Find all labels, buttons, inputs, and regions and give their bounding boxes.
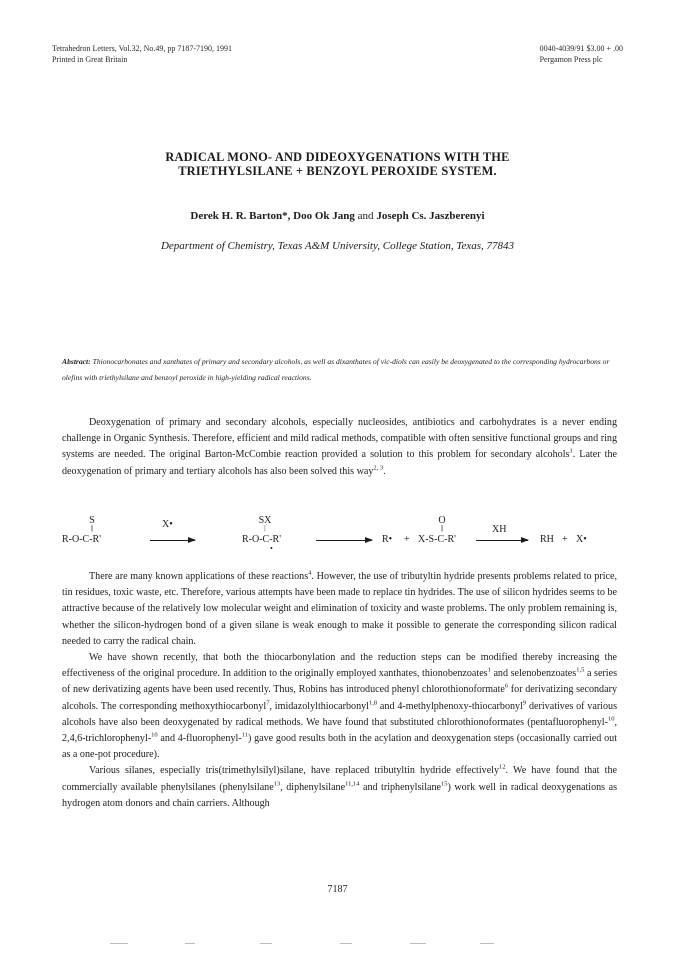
reference-marker: 4 <box>308 569 312 577</box>
author-name: Doo Ok Jang <box>293 210 355 222</box>
reaction-scheme <box>62 512 617 562</box>
reaction-arrow <box>150 540 195 541</box>
plus-sign: + <box>562 534 568 545</box>
page-number: 7187 <box>327 884 348 895</box>
abstract-text: Thionocarbonates and xanthates of primary and secondary alcohols, as well as dixanthates of vic-diols can easily be deoxygenated to the corresponding hydrocarbons or olefins with triethylsilane and benzoyl peroxide in high-yielding radical reactions. <box>62 357 610 382</box>
paragraph-text: Deoxygenation of primary and secondary alcohols, especially nucleosides, antibiotics and carbohydrates is a never ending challenge in Organic Synthesis. Therefore, efficient and mild radical methods, compatible with often sensitive functional groups and ring systems are needed. The original Barton-McCombie reaction provided a solution to this problem for secondary alcohols <box>62 417 617 461</box>
paragraph-2: There are many known applications of these reactions$^4$. However, the use of tributyltin hydride presents problems related to price, tin residues, toxic waste, etc. Therefore, various attempts have been made to replace tin hydrides. The use of silicon hydrides seems to be attractive because of the relatively low molecular weight and elimination of toxicity and waste problems. The only problem remaining is, whether the silicon-hydrogen bond of a given silane is weak enough to make it possible to generate the corresponding silicon radical needed to carry the radical chain. <box>62 569 617 647</box>
publisher-header <box>540 44 623 65</box>
substrate-formula: R-O-C-R' <box>62 534 102 545</box>
hydrogen-donor-label: XH <box>492 524 507 535</box>
journal-citation-header <box>52 44 232 65</box>
reference-marker: 12 <box>499 764 506 772</box>
paragraph-1 <box>62 415 617 480</box>
paragraph-text: . <box>383 465 386 477</box>
alkyl-radical: R• <box>382 534 393 545</box>
reference-marker: 1 <box>569 448 573 456</box>
product-alkane: RH <box>540 534 554 545</box>
reference-marker: 2, 3 <box>373 464 384 472</box>
publisher-line: Pergamon Press plc <box>539 54 603 64</box>
author-name: Joseph Cs. Jaszberenyi <box>376 210 485 222</box>
reference-marker: 6 <box>504 683 509 691</box>
reference-marker: 7 <box>266 699 270 707</box>
carbonyl-o: O || <box>438 515 446 532</box>
reference-marker: 10 <box>151 731 158 739</box>
abstract-label: Abstract: <box>62 357 91 366</box>
article-title <box>0 150 675 178</box>
reference-marker: 1,5 <box>576 666 585 674</box>
affiliation: Department of Chemistry, Texas A&M University, College Station, Texas, 77843 <box>160 240 515 252</box>
author-name: Derek H. R. Barton*, <box>190 210 291 222</box>
reference-marker: 10 <box>607 715 615 723</box>
author-conjunction: and <box>357 210 374 222</box>
radical-dot: • <box>270 544 273 553</box>
radical-adduct-formula: R-O-C-R' <box>242 534 282 545</box>
citation-line: Tetrahedron Letters, Vol.32, No.49, pp 7187-7190, 1991 <box>52 44 233 53</box>
reference-marker: 11,14 <box>345 780 360 788</box>
thioester-formula: X-S-C-R' <box>418 534 456 545</box>
reaction-arrow <box>476 540 528 541</box>
scan-artifact-dashes <box>70 943 610 945</box>
x-radical-label: X• <box>162 519 173 530</box>
regenerated-radical: X• <box>576 534 587 545</box>
issn-price-line: 0040-4039/91 $3.00 + .00 <box>539 44 623 53</box>
reaction-arrow <box>316 540 372 541</box>
reference-marker: 11 <box>241 731 248 739</box>
reference-marker: 1,8 <box>368 699 378 707</box>
paragraph-text: . Later the deoxygenation of primary and tertiary alcohols has also been solved this way <box>62 449 617 477</box>
reference-marker: 9 <box>522 699 527 707</box>
abstract <box>62 354 617 385</box>
reference-marker: 1 <box>487 666 491 674</box>
thiocarbonyl-s: S || <box>89 515 95 532</box>
title-line: TRIETHYLSILANE + BENZOYL PEROXIDE SYSTEM. <box>178 164 497 178</box>
title-line: RADICAL MONO- AND DIDEOXYGENATIONS WITH THE <box>165 150 510 164</box>
printed-in-line: Printed in Great Britain <box>52 54 128 64</box>
plus-sign: + <box>404 534 410 545</box>
adduct-sx: SX | <box>258 515 272 532</box>
reference-marker: 13 <box>273 780 281 788</box>
author-list <box>0 210 675 222</box>
main-text <box>62 569 617 812</box>
reference-marker: 15 <box>441 780 448 788</box>
paragraph-4: Various silanes, especially tris(trimethylsilyl)silane, have replaced tributyltin hydride effectively$^{12}$. We have found that the commercially available phenylsilanes (phenylsilane$^{13}$, diphenylsilane$^{11,14}$ and triphenylsilane$^{15}$) work well in radical deoxygenations as hydrogen atom donors and chain carriers. Although <box>62 764 618 809</box>
paragraph-3: We have shown recently, that both the thiocarbonylation and the reduction steps can be modified thereby increasing the effectiveness of the original procedure. In addition to the originally employed xanthates, thionobenzoates$^1$ and selenobenzoates$^{1,5}$ a series of new derivatizing agents have been used recently. Thus, Robins has introduced phenyl chlorothionoformate$^6$ for derivatizing secondary alcohols. The corresponding methoxythiocarbonyl$^7$, imidazolylthiocarbonyl$^{1,8}$ and 4-methylphenoxy-thiocarbonyl$^9$ derivatives of various alcohols have also been deoxygenated by radical methods. We have found that substituted chlorothionoformates (pentafluorophenyl-$^{10}$, 2,4,6-trichlorophenyl-$^{10}$ and 4-fluorophenyl-$^{11}$) gave good results both in the acylation and deoxygenation steps (occasionally carried out as a one-pot procedure). <box>62 652 618 761</box>
